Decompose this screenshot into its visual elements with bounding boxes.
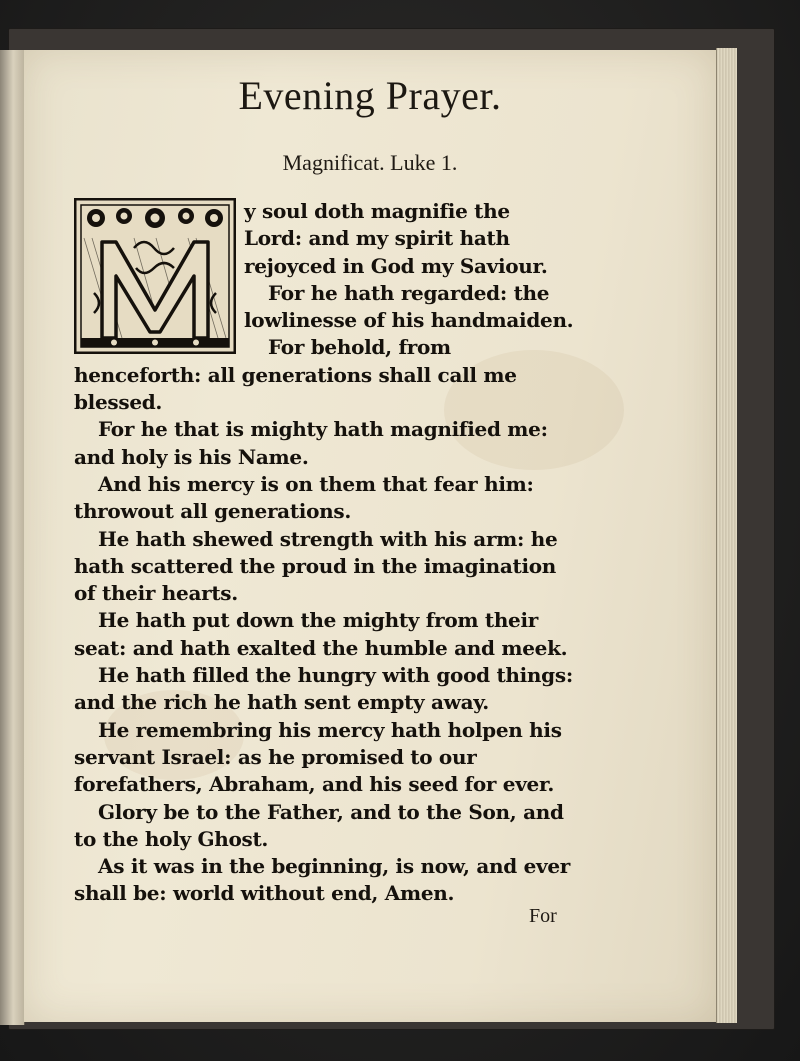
- verse-4: For he that is mighty hath magnified me: and holy is his Name.: [74, 417, 548, 469]
- decorated-initial: [74, 198, 236, 354]
- canticle-text: [74, 198, 574, 908]
- canticle-title: Magnificat. Luke 1.: [282, 150, 458, 175]
- verse-6: He hath shewed strength with his arm: he hath scattered the proud in the imagination of their hearts.: [74, 526, 558, 606]
- verse-1-text: y soul doth magnifie the Lord: and my spirit hath rejoyced in God my Saviour.: [244, 199, 548, 278]
- verse-5: And his mercy is on them that fear him: throwout all generations.: [74, 471, 534, 524]
- ornamental-initial-icon: [74, 198, 236, 354]
- page-stack-edge: [716, 48, 737, 1023]
- verse-2: For he hath regarded: the lowlinesse of his handmaiden.: [244, 280, 574, 333]
- verse-8: He hath filled the hungry with good things: and the rich he hath sent empty away.: [74, 663, 573, 715]
- verse-9: He remembring his mercy hath holpen his servant Israel: as he promised to our forefathers, Abraham, and his seed for ever.: [74, 717, 562, 797]
- left-page-edge: [0, 50, 25, 1025]
- book-page: [24, 50, 716, 1022]
- verse-7: He hath put down the mighty from their seat: and hath exalted the humble and meek.: [74, 608, 568, 660]
- catchword: For: [529, 905, 557, 927]
- verse-11: As it was in the beginning, is now, and ever shall be: world without end, Amen.: [74, 854, 570, 906]
- page-header: Evening Prayer.: [238, 73, 502, 118]
- verse-3: For behold, from henceforth: all generations shall call me blessed.: [74, 335, 517, 415]
- verse-10: Glory be to the Father, and to the Son, and to the holy Ghost.: [74, 799, 564, 851]
